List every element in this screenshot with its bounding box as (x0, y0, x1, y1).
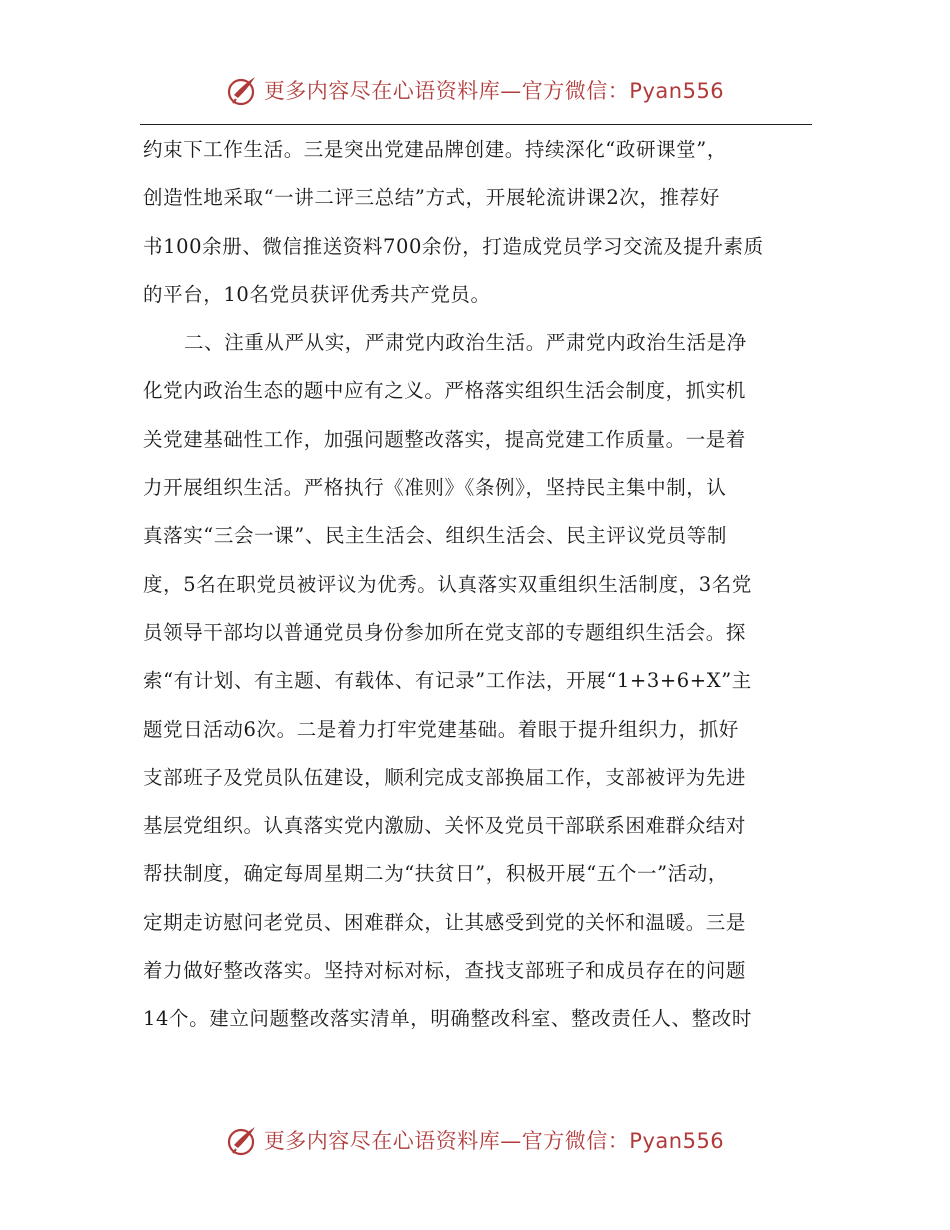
body-line: 二、注重从严从实，严肃党内政治生活。严肃党内政治生活是净 (184, 331, 747, 355)
body-line: 的平台，10名党员获评优秀共产党员。 (143, 282, 491, 306)
body-line: 基层党组织。认真落实党内激励、关怀及党员干部联系困难群众结对 (143, 814, 747, 838)
header-banner (0, 70, 950, 110)
header-banner-text: 更多内容尽在心语资料库—官方微信：Pyan556 (263, 79, 725, 103)
body-line: 定期走访慰问老党员、困难群众，让其感受到党的关怀和温暖。三是 (143, 910, 747, 934)
body-line: 题党日活动6次。二是着力打牢党建基础。着眼于提升组织力，抓好 (143, 717, 739, 741)
body-line: 关党建基础性工作，加强问题整改落实，提高党建工作质量。一是着 (143, 427, 747, 451)
body-line: 化党内政治生态的题中应有之义。严格落实组织生活会制度，抓实机 (143, 379, 747, 403)
body-line: 度，5名在职党员被评议为优秀。认真落实双重组织生活制度，3名党 (143, 572, 752, 596)
body-line: 创造性地采取“一讲二评三总结”方式，开展轮流讲课2次，推荐好 (143, 186, 720, 210)
body-line: 书100余册、微信推送资料700余份，打造成党员学习交流及提升素质 (143, 234, 764, 258)
body-line: 着力做好整改落实。坚持对标对标，查找支部班子和成员存在的问题 (143, 959, 747, 983)
footer-banner-text: 更多内容尽在心语资料库—官方微信：Pyan556 (263, 1129, 725, 1153)
document-body (143, 126, 808, 1044)
body-line: 力开展组织生活。严格执行《准则》《条例》，坚持民主集中制，认 (143, 476, 727, 500)
body-line: 约束下工作生活。三是突出党建品牌创建。持续深化“政研课堂”， (143, 138, 727, 161)
body-line: 帮扶制度，确定每周星期二为“扶贫日”，积极开展“五个一”活动， (143, 862, 728, 886)
header-divider (140, 124, 812, 125)
quill-pen-icon (226, 73, 260, 107)
footer-banner (0, 1120, 950, 1160)
body-line: 员领导干部均以普通党员身份参加所在党支部的专题组织生活会。探 (143, 620, 747, 644)
body-line: 支部班子及党员队伍建设，顺利完成支部换届工作，支部被评为先进 (143, 765, 747, 789)
quill-pen-icon (226, 1123, 260, 1157)
body-line: 14个。建立问题整改落实清单，明确整改科室、整改责任人、整改时 (143, 1007, 752, 1031)
body-line: 真落实“三会一课”、民主生活会、组织生活会、民主评议党员等制 (143, 524, 727, 548)
body-line: 索“有计划、有主题、有载体、有记录”工作法，开展“1+3+6+X”主 (143, 669, 752, 693)
